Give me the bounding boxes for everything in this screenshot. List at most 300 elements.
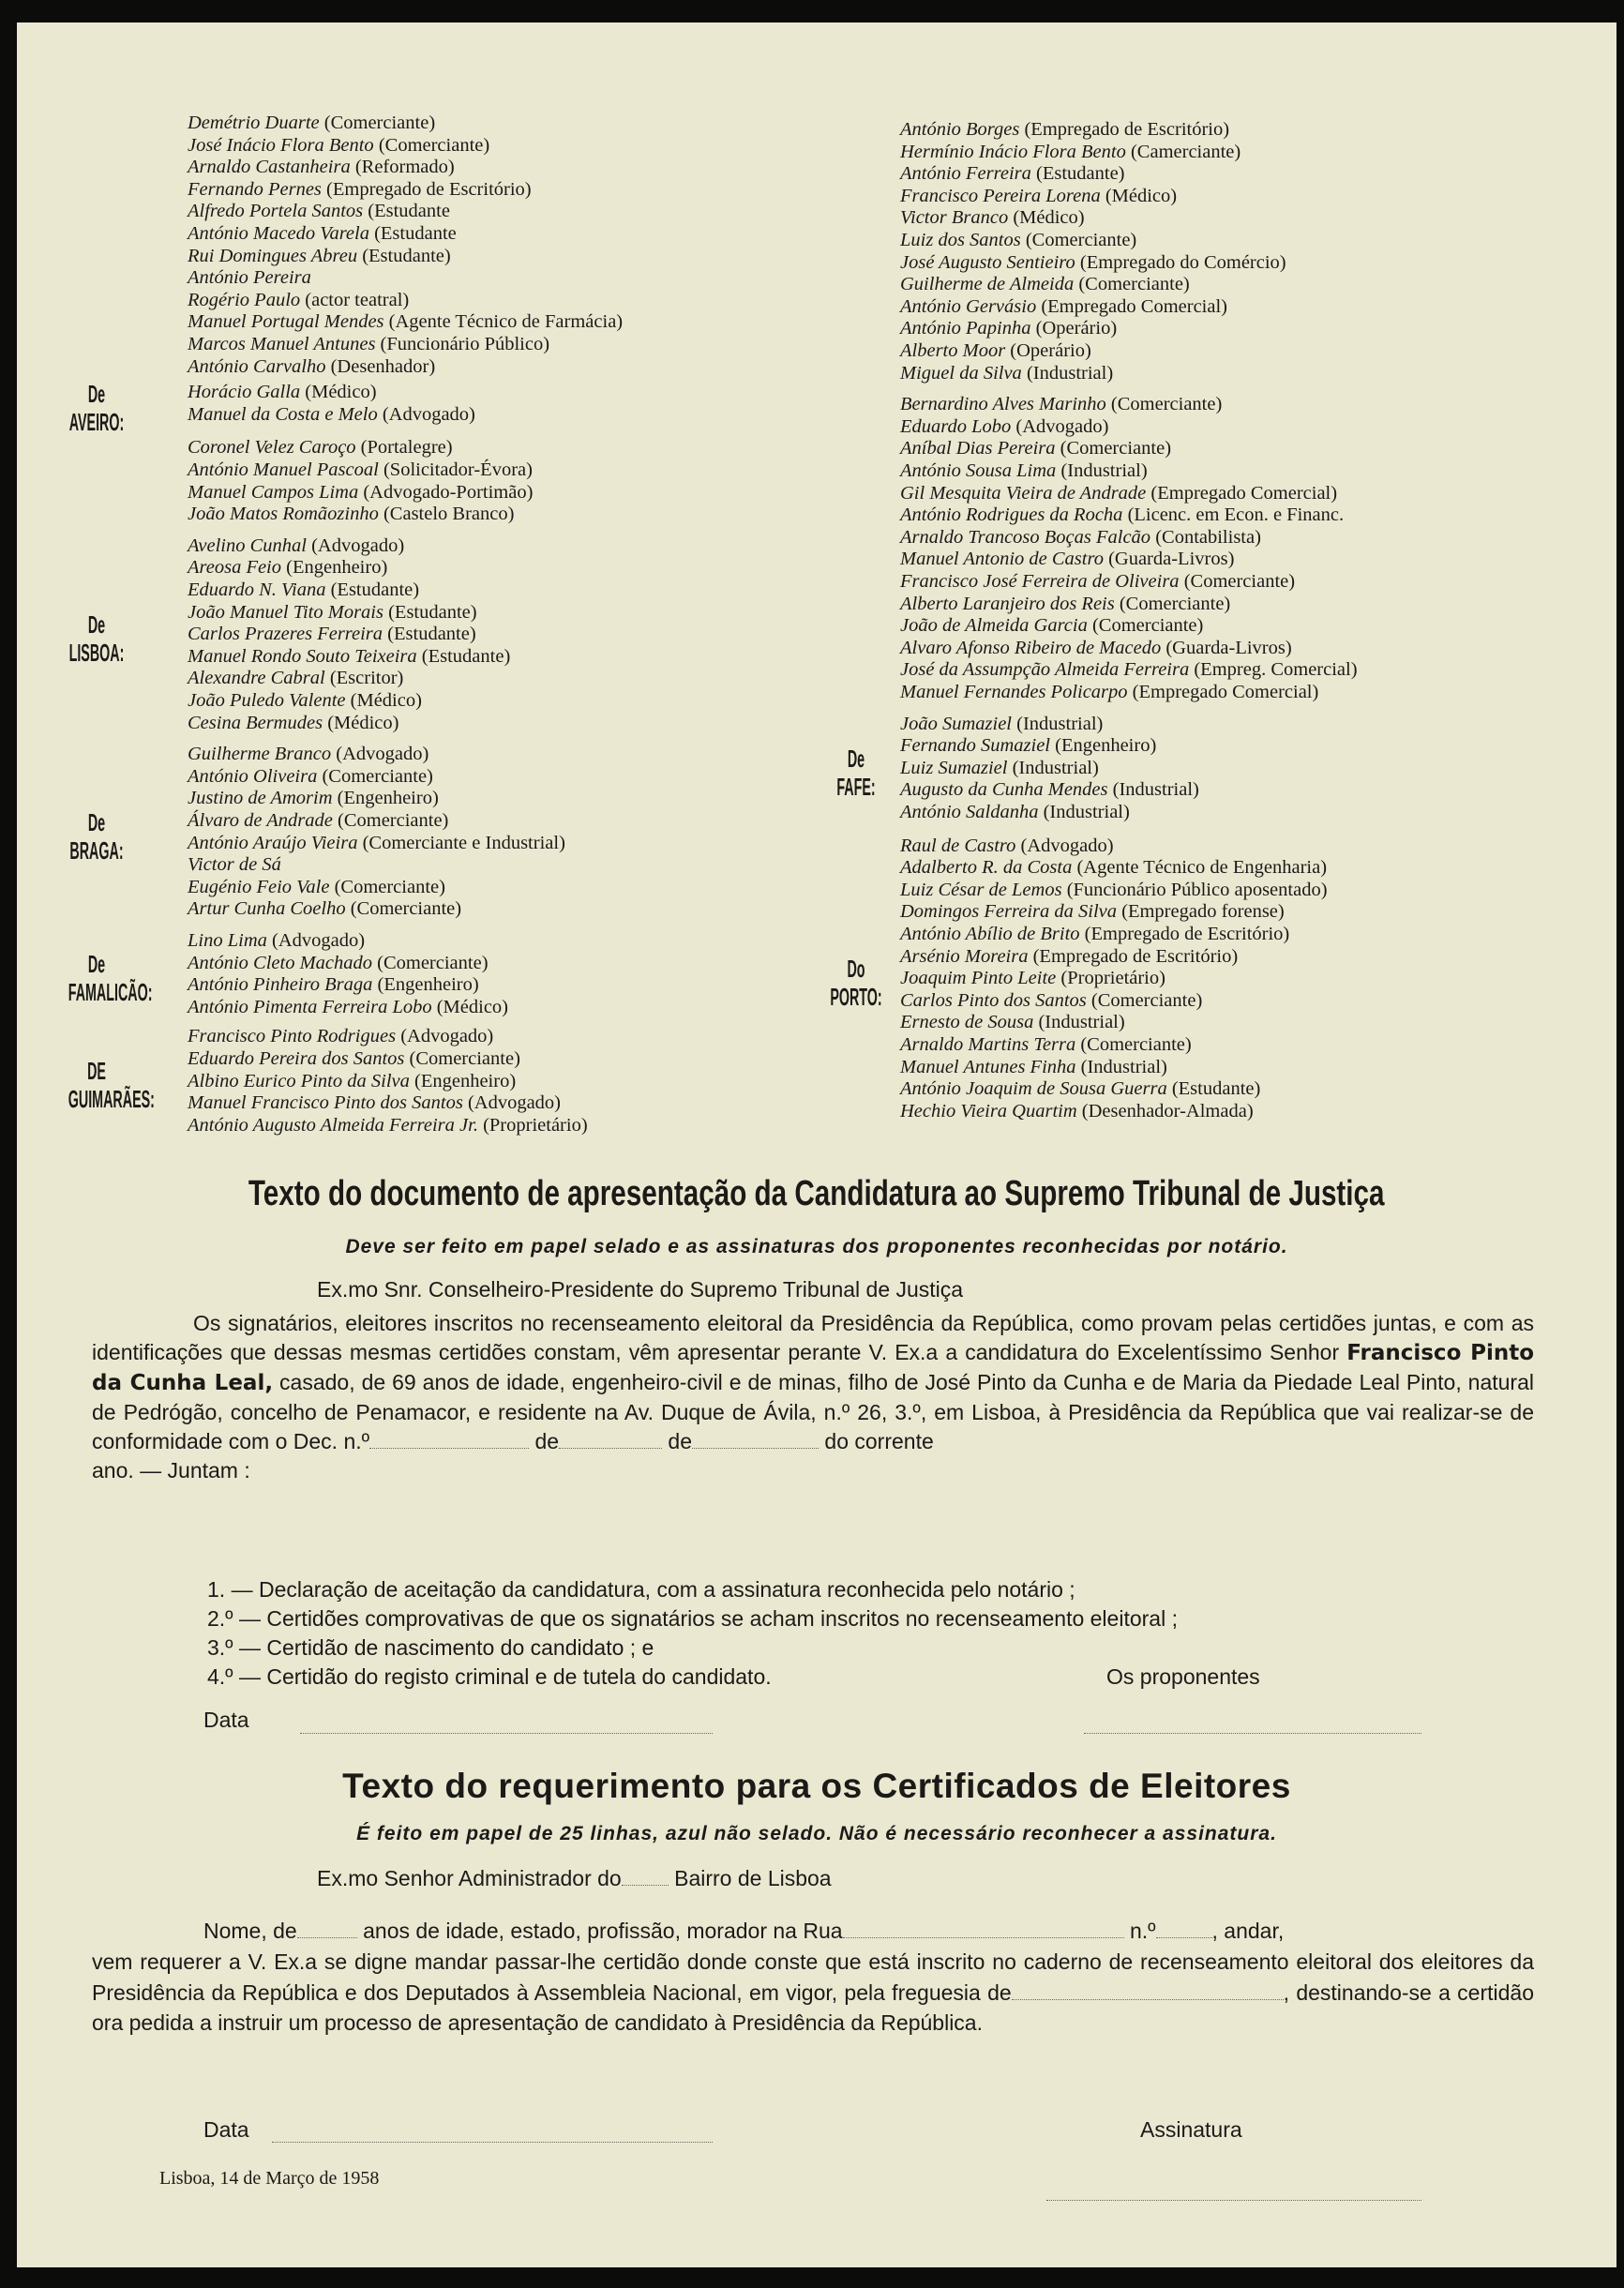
signatory-row [188, 1048, 588, 1071]
section2-subtitle: É feito em papel de 25 linhas, azul não selado. Não é necessário reconhecer a assinatura. [356, 1823, 1277, 1844]
signatory-row [188, 223, 623, 246]
signatory-occupation: (Comerciante e Industrial) [362, 832, 565, 853]
signatory-row [188, 557, 510, 580]
signatory-name: António Pereira [188, 267, 311, 289]
signatory-name: Ernesto de Sousa [900, 1012, 1034, 1033]
signatory-occupation: (Comerciante) [1119, 593, 1231, 614]
signatory-group [900, 714, 1199, 824]
signatory-name: António Rodrigues da Rocha [900, 504, 1123, 526]
signatory-occupation: (Comerciante) [322, 765, 433, 787]
signatory-name: Miguel da Silva [900, 362, 1022, 384]
signatory-occupation: (Desenhador) [330, 355, 436, 377]
proponentes-label: Os proponentes [1106, 1664, 1260, 1689]
signatory-occupation: (Empregado de Escritório) [1032, 945, 1239, 967]
section1-paragraph: Os signatários, eleitores inscritos no recenseamento eleitoral da Presidência da República, como provam pelas certidões juntas, e com as identificações que dessas mesmas certidões constam, vêm apresentar perante V. Ex.a a candidatura do Excelentíssimo Senhor Francisco Pinto da Cunha Leal, casado, de 69 anos de idade, engenheiro-civil e de minas, filho de José Pinto da Cunha e de Maria da Piedade Leal Pinto, natural de Pedrógão, concelho de Penamacor, e residente na Av. Duque de Ávila, n.º 26, 3.º, em Lisboa, à Presidência da República que vai realizar-se de conformidade com o Dec. n.º de de do corrente ano. — Juntam : [92, 1311, 1534, 1483]
section1-address: Ex.mo Snr. Conselheiro-Presidente do Supremo Tribunal de Justiça [317, 1277, 964, 1302]
signatory-row [188, 953, 508, 975]
section2-address: Ex.mo Senhor Administrador do Bairro de Lisboa [317, 1866, 832, 1890]
blank-freguesia [1012, 1980, 1284, 2000]
signatory-occupation: (Industrial) [1038, 1012, 1125, 1033]
signatory-occupation: (Industrial) [1060, 459, 1148, 481]
signatory-group [188, 744, 565, 921]
section2-date-blank [272, 2123, 713, 2143]
signatory-name: António Abílio de Brito [900, 923, 1080, 944]
signatory-row [188, 974, 508, 997]
place-label: De BRAGA: [69, 807, 124, 865]
signatory-occupation: (Funcionário Público) [380, 333, 550, 354]
signatory-name: Victor Branco [900, 207, 1009, 229]
section2-date-label: Data [203, 2117, 249, 2142]
signatory-row [188, 1071, 588, 1093]
signatory-name: António Borges [900, 119, 1020, 140]
signatory-row [900, 594, 1358, 616]
signatory-name: Carlos Pinto dos Santos [900, 989, 1087, 1011]
signatory-name: Alvaro Afonso Ribeiro de Macedo [900, 637, 1162, 658]
signatory-occupation: (Industrial) [1080, 1056, 1167, 1077]
signatory-row [900, 638, 1358, 660]
signatory-occupation: (Empregado de Escritório) [326, 178, 532, 200]
signatory-occupation: (Engenheiro) [286, 557, 388, 579]
section1-date-label: Data [203, 1708, 249, 1732]
signatory-row [900, 119, 1286, 142]
signatory-occupation: (Comerciante) [338, 809, 449, 831]
signatory-occupation: (Empregado Comercial) [1041, 295, 1227, 317]
signatory-name: António Araújo Vieira [188, 832, 358, 853]
signatory-occupation: (Engenheiro) [377, 974, 479, 996]
signatory-occupation: (Contabilista) [1155, 526, 1261, 548]
signatory-row [188, 267, 623, 290]
place-label: DE GUIMARÃES: [68, 1057, 155, 1114]
signatory-name: António Manuel Pascoal [188, 459, 379, 480]
signatory-occupation: (Portalegre) [360, 437, 453, 459]
signatory-group [900, 119, 1286, 384]
section1-item-2: 2.º — Certidões comprovativas de que os signatários se acham inscritos no recenseamento eleitoral ; [207, 1606, 1178, 1631]
signatory-name: Francisco Pereira Lorena [900, 185, 1101, 206]
signatory-row [188, 290, 623, 312]
signatory-occupation: (Comerciante) [409, 1047, 520, 1069]
blank-day [559, 1429, 662, 1449]
signatory-name: Cesina Bermudes [188, 712, 323, 733]
signatory-row [188, 382, 475, 404]
signatory-name: Lino Lima [188, 930, 267, 951]
signatory-row [900, 946, 1328, 969]
signatory-name: Eduardo Pereira dos Santos [188, 1047, 405, 1069]
signatory-name: António Gervásio [900, 295, 1037, 317]
signatory-occupation: (Empregado forense) [1121, 901, 1285, 923]
signatory-occupation: (Advogado) [467, 1092, 561, 1114]
signatory-occupation: (Engenheiro) [337, 788, 439, 809]
signatory-occupation: (Comerciante) [1078, 274, 1190, 295]
signatory-row [900, 682, 1358, 704]
signatory-group [188, 1026, 588, 1136]
signatory-occupation: (Advogado) [382, 403, 475, 425]
signatory-row [188, 810, 565, 833]
signatory-name: Augusto da Cunha Mendes [900, 779, 1108, 801]
section1-item-4: 4.º — Certidão do registo criminal e de tutela do candidato. [207, 1664, 772, 1689]
signatory-name: Arsénio Moreira [900, 945, 1029, 967]
signatory-row [900, 340, 1286, 363]
signatory-row [900, 274, 1286, 296]
section2-title: Texto do requerimento para os Certificados de Eleitores [342, 1767, 1291, 1805]
signatory-row [188, 1092, 588, 1115]
signatory-name: Luiz dos Santos [900, 229, 1021, 250]
signatory-name: Bernardino Alves Marinho [900, 394, 1106, 415]
signatory-name: Manuel Antunes Finha [900, 1056, 1076, 1077]
signatory-row [900, 163, 1286, 186]
signatory-row [188, 334, 623, 356]
signatory-occupation: (Médico) [350, 689, 422, 711]
blank-age [297, 1919, 357, 1938]
signatory-name: Eduardo Lobo [900, 415, 1012, 437]
signatory-row [188, 504, 533, 526]
signatory-occupation: (Advogado) [1015, 415, 1109, 437]
signatory-occupation: (Operário) [1010, 339, 1091, 361]
signatory-occupation: (Estudante [374, 222, 457, 244]
signatory-name: Hechio Vieira Quartim [900, 1100, 1077, 1121]
signatory-name: Avelino Cunhal [188, 534, 307, 556]
signatory-name: Alfredo Portela Santos [188, 201, 364, 222]
signatory-occupation: (Médico) [305, 382, 377, 403]
signatory-occupation: (Comerciante) [323, 113, 436, 133]
place-label: De LISBOA: [68, 610, 125, 667]
signatory-occupation: (Industrial) [1112, 779, 1199, 801]
signatory-name: Manuel Rondo Souto Teixeira [188, 645, 417, 667]
signatory-name: António Sousa Lima [900, 459, 1057, 481]
signatory-row [900, 296, 1286, 319]
signatory-group [188, 113, 623, 378]
signatory-name: Guilherme de Almeida [900, 274, 1075, 295]
signatory-occupation: (Estudante) [388, 601, 477, 623]
section1-item-3: 3.º — Certidão de nascimento do candidato ; e [207, 1635, 654, 1660]
signatory-row [900, 779, 1199, 802]
signatory-occupation: (Operário) [1035, 318, 1118, 339]
signatory-row [188, 833, 565, 855]
signatory-name: Rui Domingues Abreu [188, 245, 358, 266]
signatory-occupation: (Engenheiro) [1055, 735, 1157, 757]
signatory-occupation: (Comerciante) [377, 952, 489, 973]
signatory-name: Albino Eurico Pinto da Silva [188, 1070, 410, 1091]
signatory-row [188, 1026, 588, 1048]
signatory-row [900, 416, 1358, 439]
signatory-occupation: (Comerciante) [1110, 394, 1223, 415]
signatory-occupation: (Empreg. Comercial) [1194, 659, 1358, 681]
signatory-occupation: (Industrial) [1026, 362, 1114, 384]
signatory-row [188, 580, 510, 602]
signatory-occupation: (Proprietário) [483, 1114, 588, 1136]
blank-month [692, 1429, 819, 1449]
signatory-name: Álvaro de Andrade [188, 809, 333, 831]
signatory-name: Demétrio Duarte [188, 113, 320, 133]
signatory-occupation: (Estudante) [362, 245, 451, 266]
signatory-name: Gil Mesquita Vieira de Andrade [900, 482, 1147, 504]
section1-subtitle: Deve ser feito em papel selado e as assinaturas dos proponentes reconhecidas por notário. [345, 1236, 1288, 1257]
signatory-name: António Saldanha [900, 801, 1039, 822]
signatory-occupation: (Empregado Comercial) [1150, 482, 1338, 504]
signatory-row [188, 788, 565, 810]
signatory-occupation: (Estudante) [1036, 163, 1125, 185]
place-label: Do PORTO: [830, 955, 882, 1011]
signatory-occupation: (Médico) [327, 712, 399, 733]
signatory-name: Arnaldo Trancoso Boças Falcão [900, 526, 1151, 548]
signatory-name: Fernando Sumaziel [900, 735, 1050, 757]
signatory-row [900, 714, 1199, 736]
signatory-name: Manuel Portugal Mendes [188, 311, 384, 333]
signatory-occupation: (Comerciante) [1090, 989, 1203, 1011]
signatory-name: João Manuel Tito Morais [188, 601, 383, 623]
signatory-name: Manuel Antonio de Castro [900, 549, 1104, 570]
signatory-name: Alexandre Cabral [188, 668, 325, 689]
signatory-row [900, 968, 1328, 990]
footer-place-date: Lisboa, 14 de Março de 1958 [159, 2168, 380, 2189]
blank-dec-number [369, 1429, 529, 1449]
signatory-name: Eduardo N. Viana [188, 579, 326, 600]
signatory-name: Aníbal Dias Pereira [900, 438, 1056, 459]
signatory-row [900, 758, 1199, 780]
signatory-occupation: (Industrial) [1016, 713, 1104, 734]
signatory-name: Luiz César de Lemos [900, 879, 1062, 900]
signatory-occupation: (Castelo Branco) [383, 504, 515, 525]
blank-bairro-number [622, 1866, 669, 1886]
signatory-row [188, 535, 510, 558]
signatory-name: José Inácio Flora Bento [188, 134, 374, 156]
signatory-name: Horácio Galla [188, 382, 301, 403]
signatory-name: José da Assumpção Almeida Ferreira [900, 659, 1190, 681]
signatory-row [188, 854, 565, 877]
signatory-occupation: (Médico) [1105, 185, 1178, 206]
signatory-occupation: (Advogado) [1020, 835, 1114, 856]
signatory-occupation: (Estudante) [1171, 1078, 1261, 1100]
signatory-name: António Pinheiro Braga [188, 974, 373, 996]
signatory-row [900, 252, 1286, 275]
signatory-name: Arnaldo Castanheira [188, 157, 351, 178]
signatory-row [188, 930, 508, 953]
signatory-row [900, 142, 1286, 164]
signatory-row [900, 1034, 1328, 1057]
signatory-name: José Augusto Sentieiro [900, 251, 1075, 273]
signatory-row [900, 615, 1358, 638]
signatory-row [900, 363, 1286, 385]
signatory-occupation: (Empregado de Escritório) [1084, 923, 1290, 944]
signatory-row [188, 624, 510, 646]
signatory-occupation: (Reformado) [354, 157, 455, 178]
signatory-occupation: (Advogado) [336, 744, 429, 765]
signatory-name: Eugénio Feio Vale [188, 876, 330, 897]
signatory-row [900, 549, 1358, 571]
signatory-name: António Macedo Varela [188, 222, 369, 244]
signatory-row [188, 646, 510, 669]
signatory-occupation: (Estudante) [387, 624, 476, 645]
signatory-name: António Oliveira [188, 765, 318, 787]
signatory-occupation: (Empregado do Comércio) [1079, 251, 1286, 273]
signatory-row [188, 311, 623, 334]
signatory-group [900, 835, 1328, 1123]
signatory-row [900, 394, 1358, 416]
signatory-occupation: (Industrial) [1043, 801, 1130, 822]
blank-door-number [1156, 1919, 1212, 1938]
signatory-row [900, 186, 1286, 208]
signatory-name: Rogério Paulo [188, 289, 301, 310]
signatory-name: Justino de Amorim [188, 788, 333, 809]
signatory-occupation: (Médico) [436, 996, 509, 1017]
signatory-name: João Matos Romãozinho [188, 504, 379, 525]
signatory-row [900, 1078, 1328, 1101]
signatory-occupation: (Comerciante) [350, 898, 462, 920]
signatory-name: Fernando Pernes [188, 178, 322, 200]
signatory-occupation: (Desenhador-Almada) [1081, 1100, 1254, 1121]
signatory-occupation: (Licenc. em Econ. e Financ. [1127, 504, 1345, 526]
signatory-occupation: (Industrial) [1012, 757, 1099, 778]
signatory-occupation: (Advogado-Portimão) [363, 481, 534, 503]
signatory-name: Marcos Manuel Antunes [188, 333, 376, 354]
signatory-name: Manuel Francisco Pinto dos Santos [188, 1092, 463, 1114]
signatory-row [900, 990, 1328, 1013]
signatory-row [900, 880, 1328, 902]
signatory-occupation: (Comerciante) [1091, 615, 1204, 637]
signatory-row [900, 230, 1286, 252]
signatory-name: António Papinha [900, 318, 1031, 339]
signatory-name: Raul de Castro [900, 835, 1016, 856]
signatory-name: Hermínio Inácio Flora Bento [900, 141, 1126, 162]
signatory-row [900, 571, 1358, 594]
signatory-occupation: (Comerciante) [1183, 570, 1296, 592]
signatory-row [900, 527, 1358, 549]
signatory-row [900, 460, 1358, 483]
signatory-occupation: (Médico) [1013, 207, 1085, 229]
signatory-row [900, 504, 1358, 527]
signatory-name: Arnaldo Martins Terra [900, 1033, 1076, 1055]
signatory-row [188, 898, 565, 921]
signatory-name: Alberto Moor [900, 339, 1006, 361]
signatory-occupation: (Advogado) [311, 534, 405, 556]
section2-signature-blank [1046, 2181, 1421, 2201]
signatory-occupation: (Proprietário) [1060, 968, 1165, 989]
signatory-name: Joaquim Pinto Leite [900, 968, 1057, 989]
signatory-name: Guilherme Branco [188, 744, 332, 765]
signatory-row [188, 668, 510, 690]
signatory-group [188, 535, 510, 734]
signatory-name: Carlos Prazeres Ferreira [188, 624, 383, 645]
signatory-row [900, 835, 1328, 858]
section1-item-1: 1. — Declaração de aceitação da candidatura, com a assinatura reconhecida pelo notário ; [207, 1577, 1075, 1602]
signatory-occupation: (Agente Técnico de Engenharia) [1076, 857, 1328, 879]
section2-paragraph: vem requerer a V. Ex.a se digne mandar passar-lhe certidão donde conste que está inscrito no caderno de recenseamento eleitoral dos eleitores da Presidência da República e dos Deputados à Assembleia Nacional, em vigor, pela freguesia de , destinando-se a certidão ora pedida a instruir um processo de apresentação de candidato à Presidência da República. [92, 1949, 1534, 2035]
signatory-occupation: (Estudante [368, 201, 450, 222]
signatory-row [188, 1115, 588, 1137]
signatory-row [188, 997, 508, 1019]
signatory-row [900, 901, 1328, 924]
signatory-row [900, 924, 1328, 946]
signatory-occupation: (Guarda-Livros) [1108, 549, 1235, 570]
signatory-row [900, 483, 1358, 505]
signatory-row [188, 602, 510, 625]
signatory-row [900, 207, 1286, 230]
signatory-occupation: (actor teatral) [305, 289, 410, 310]
signatory-occupation: (Estudante) [330, 579, 420, 600]
signatory-row [188, 437, 533, 459]
signatory-name: António Pimenta Ferreira Lobo [188, 996, 432, 1017]
signatory-name: Coronel Velez Caroço [188, 437, 356, 459]
signatory-row [188, 135, 623, 158]
place-label: De AVEIRO: [68, 379, 125, 436]
signatory-name: António Joaquim de Sousa Guerra [900, 1078, 1167, 1100]
signatory-group [188, 382, 475, 426]
signatory-occupation: (Comerciante) [1060, 438, 1172, 459]
signatory-row [900, 857, 1328, 880]
signatory-occupation: (Guarda-Livros) [1165, 637, 1292, 658]
signatory-occupation: (Camerciante) [1130, 141, 1241, 162]
signatory-name: Manuel Fernandes Policarpo [900, 681, 1128, 702]
signatory-row [188, 157, 623, 179]
signatory-occupation: (Comerciante) [378, 134, 490, 156]
signatory-name: António Cleto Machado [188, 952, 373, 973]
signatory-name: Adalberto R. da Costa [900, 857, 1073, 879]
signatory-occupation: (Solicitador-Évora) [383, 459, 533, 480]
section1-title: Texto do documento de apresentação da Candidatura ao Supremo Tribunal de Justiça [248, 1174, 1385, 1213]
signatory-occupation: (Funcionário Público aposentado) [1066, 879, 1328, 900]
candidate-name: Francisco Pinto da Cunha Leal, [92, 1341, 1534, 1395]
signatory-row [188, 482, 533, 504]
signature-label: Assinatura [1140, 2117, 1242, 2142]
signatory-row [188, 744, 565, 766]
signatory-name: António Carvalho [188, 355, 326, 377]
signatory-name: João de Almeida Garcia [900, 615, 1088, 637]
signatory-row [188, 179, 623, 202]
signatory-group [188, 437, 533, 525]
signatory-row [900, 318, 1286, 340]
signatory-occupation: (Estudante) [421, 645, 511, 667]
place-label: De FAFE: [836, 744, 876, 801]
signatory-name: Francisco Pinto Rodrigues [188, 1026, 397, 1047]
signatory-row [188, 113, 623, 135]
signatory-row [900, 1101, 1328, 1123]
signatory-group [188, 930, 508, 1018]
signatory-row [900, 1057, 1328, 1079]
signatory-row [188, 459, 533, 482]
signatory-name: Victor de Sá [188, 854, 281, 876]
printed-leaflet [17, 23, 1616, 2267]
signatory-occupation: (Advogado) [400, 1026, 494, 1047]
signatory-occupation: (Comerciante) [1080, 1033, 1192, 1055]
signatory-row [188, 877, 565, 899]
signatory-row [900, 1012, 1328, 1034]
signatory-occupation: (Comerciante) [334, 876, 445, 897]
signatory-name: João Sumaziel [900, 713, 1012, 734]
signatory-occupation: (Engenheiro) [414, 1070, 517, 1091]
signatory-name: Artur Cunha Coelho [188, 898, 346, 920]
signatory-name: António Augusto Almeida Ferreira Jr. [188, 1114, 478, 1136]
signatory-row [188, 246, 623, 268]
signatory-name: Manuel da Costa e Melo [188, 403, 378, 425]
signatory-row [188, 713, 510, 735]
signatory-occupation: (Agente Técnico de Farmácia) [388, 311, 624, 333]
signatory-row [188, 766, 565, 789]
signatory-occupation: (Empregado Comercial) [1132, 681, 1319, 702]
signatory-row [900, 438, 1358, 460]
signatory-name: Manuel Campos Lima [188, 481, 359, 503]
signatory-name: Areosa Feio [188, 557, 282, 579]
signatory-name: Alberto Laranjeiro dos Reis [900, 593, 1115, 614]
place-label: De FAMALICÃO: [68, 950, 153, 1007]
signatory-row [900, 735, 1199, 758]
signatory-group [900, 394, 1358, 703]
signatory-name: Francisco José Ferreira de Oliveira [900, 570, 1180, 592]
signatory-occupation: (Empregado de Escritório) [1024, 119, 1230, 140]
section2-line-1: Nome, de anos de idade, estado, profissão, morador na Rua n.º , andar, [203, 1919, 1285, 1943]
signatory-name: João Puledo Valente [188, 689, 346, 711]
section1-date-blank [300, 1714, 713, 1734]
signatory-row [900, 802, 1199, 824]
signatory-name: Domingos Ferreira da Silva [900, 901, 1117, 923]
